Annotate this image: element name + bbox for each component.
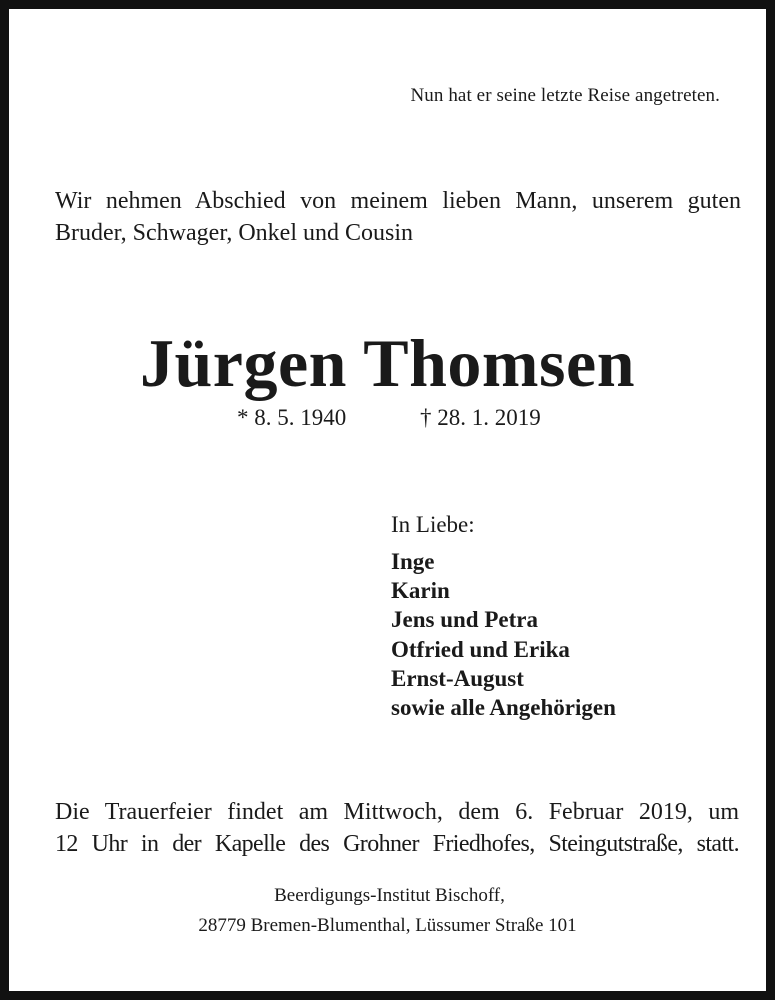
mourner-name: Karin xyxy=(391,578,450,604)
funeral-service-info xyxy=(55,796,739,860)
mourners-list xyxy=(391,547,616,722)
mourner-name: Inge xyxy=(391,549,435,574)
mourner-name: sowie alle Angehörigen xyxy=(391,695,616,721)
funeral-home-address: 28779 Bremen-Blumenthal, Lüssumer Straße 101 xyxy=(198,915,577,936)
death-date: † 28. 1. 2019 xyxy=(420,405,541,430)
in-love-label: In Liebe: xyxy=(391,512,475,537)
service-line: Die Trauerfeier findet am Mittwoch, dem 6. Februar 2019, um xyxy=(55,799,739,825)
deceased-name: Jürgen Thomsen xyxy=(139,325,636,401)
mourners-block xyxy=(391,509,616,722)
funeral-home xyxy=(9,881,766,941)
birth-date: * 8. 5. 1940 xyxy=(237,405,347,430)
motto: Nun hat er seine letzte Reise angetreten. xyxy=(410,85,720,106)
farewell-intro: Wir nehmen Abschied von meinem lieben Mann, unserem guten Bruder, Schwager, Onkel und Cousin xyxy=(55,188,741,246)
funeral-home-name: Beerdigungs-Institut Bischoff, xyxy=(274,885,505,906)
mourner-name: Otfried und Erika xyxy=(391,636,570,662)
mourner-name: Ernst-August xyxy=(391,665,524,691)
life-dates xyxy=(9,405,766,435)
service-line: 12 Uhr in der Kapelle des Grohner Friedhofes, Steingutstraße, statt. xyxy=(55,831,739,857)
mourner-name: Jens und Petra xyxy=(391,607,538,633)
